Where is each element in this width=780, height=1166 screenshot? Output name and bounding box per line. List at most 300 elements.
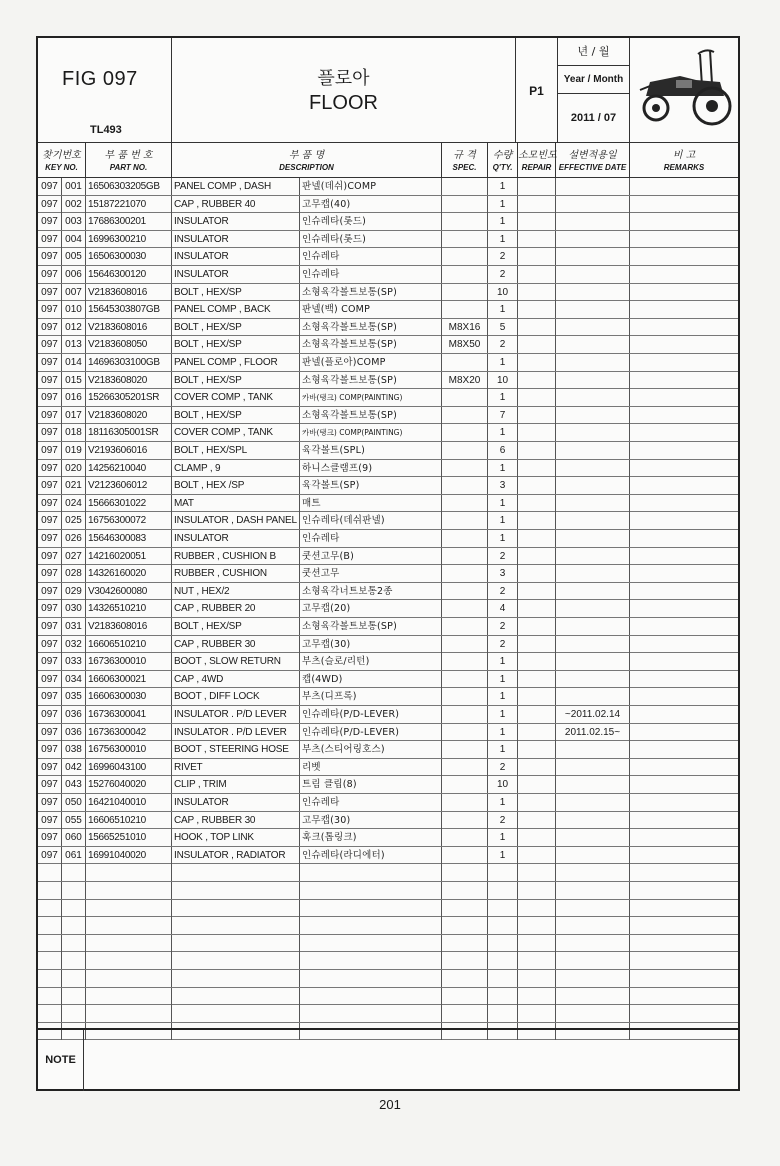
cell-qty — [488, 970, 518, 987]
cell-part: 16991040020 — [86, 847, 172, 864]
cell-key: 033 — [62, 653, 86, 670]
cell-qty — [488, 917, 518, 934]
cell-qty: 10 — [488, 372, 518, 389]
table-row — [38, 812, 738, 830]
cell-repair — [518, 882, 556, 899]
cell-key: 061 — [62, 847, 86, 864]
blank-table-row — [38, 935, 738, 953]
cell-fig: 097 — [38, 618, 62, 635]
table-row — [38, 530, 738, 548]
cell-date — [556, 988, 630, 1005]
cell-date — [556, 319, 630, 336]
cell-qty: 1 — [488, 706, 518, 723]
cell-repair — [518, 900, 556, 917]
cell-fig — [38, 1005, 62, 1022]
cell-repair — [518, 372, 556, 389]
cell-qty: 10 — [488, 284, 518, 301]
cell-qty: 1 — [488, 389, 518, 406]
cell-qty — [488, 988, 518, 1005]
cell-part: 16756300010 — [86, 741, 172, 758]
cell-key: 005 — [62, 248, 86, 265]
blank-table-row — [38, 882, 738, 900]
cell-desc-ko: 하니스클램프(9) — [300, 460, 442, 477]
cell-remarks — [630, 847, 738, 864]
cell-desc-ko — [300, 917, 442, 934]
cell-remarks — [630, 776, 738, 793]
cell-date — [556, 847, 630, 864]
cell-remarks — [630, 530, 738, 547]
cell-fig: 097 — [38, 389, 62, 406]
cell-remarks — [630, 389, 738, 406]
cell-remarks — [630, 231, 738, 248]
cell-desc-ko: 판넬(백) COMP — [300, 301, 442, 318]
cell-spec — [442, 389, 488, 406]
cell-part: 16996043100 — [86, 759, 172, 776]
cell-desc-en: RIVET — [172, 759, 300, 776]
table-row — [38, 301, 738, 319]
cell-desc-en: RUBBER , CUSHION — [172, 565, 300, 582]
cell-desc-ko — [300, 882, 442, 899]
cell-fig: 097 — [38, 636, 62, 653]
cell-date — [556, 759, 630, 776]
cell-remarks — [630, 213, 738, 230]
cell-repair — [518, 284, 556, 301]
cell-part: 15646300120 — [86, 266, 172, 283]
cell-date — [556, 618, 630, 635]
cell-qty: 1 — [488, 741, 518, 758]
cell-part: 15645303807GB — [86, 301, 172, 318]
header-part-no: 부 품 번 호 PART NO. — [86, 143, 172, 179]
cell-desc-ko: 캡(4WD) — [300, 671, 442, 688]
cell-desc-ko — [300, 970, 442, 987]
cell-fig: 097 — [38, 565, 62, 582]
cell-desc-ko — [300, 900, 442, 917]
cell-repair — [518, 266, 556, 283]
cell-key: 043 — [62, 776, 86, 793]
cell-repair — [518, 248, 556, 265]
cell-qty: 1 — [488, 460, 518, 477]
cell-qty: 2 — [488, 548, 518, 565]
cell-qty: 1 — [488, 301, 518, 318]
cell-key — [62, 900, 86, 917]
cell-date — [556, 970, 630, 987]
cell-part: V2193606016 — [86, 442, 172, 459]
cell-date — [556, 776, 630, 793]
cell-spec — [442, 477, 488, 494]
cell-desc-ko: 카바(탱크) COMP(PAINTING) — [300, 424, 442, 441]
parts-list-sheet — [36, 36, 740, 1091]
cell-fig: 097 — [38, 442, 62, 459]
cell-part: 16606300021 — [86, 671, 172, 688]
table-row — [38, 636, 738, 654]
table-row — [38, 724, 738, 742]
cell-fig: 097 — [38, 424, 62, 441]
cell-date — [556, 336, 630, 353]
cell-desc-en: BOOT , DIFF LOCK — [172, 688, 300, 705]
cell-qty: 2 — [488, 336, 518, 353]
page-code: P1 — [529, 84, 544, 98]
cell-desc-en — [172, 864, 300, 881]
cell-date — [556, 407, 630, 424]
cell-spec — [442, 178, 488, 195]
table-row — [38, 196, 738, 214]
cell-remarks — [630, 741, 738, 758]
cell-key: 014 — [62, 354, 86, 371]
cell-key: 034 — [62, 671, 86, 688]
cell-fig — [38, 917, 62, 934]
cell-repair — [518, 354, 556, 371]
cell-spec — [442, 882, 488, 899]
cell-fig: 097 — [38, 495, 62, 512]
cell-date — [556, 882, 630, 899]
cell-desc-ko — [300, 988, 442, 1005]
cell-date — [556, 354, 630, 371]
cell-date — [556, 477, 630, 494]
cell-desc-ko — [300, 1005, 442, 1022]
cell-fig — [38, 864, 62, 881]
cell-fig: 097 — [38, 548, 62, 565]
cell-key — [62, 1005, 86, 1022]
cell-repair — [518, 495, 556, 512]
cell-repair — [518, 512, 556, 529]
cell-desc-en: INSULATOR — [172, 794, 300, 811]
cell-remarks — [630, 336, 738, 353]
cell-date — [556, 248, 630, 265]
cell-spec — [442, 618, 488, 635]
cell-qty: 1 — [488, 213, 518, 230]
cell-key — [62, 988, 86, 1005]
cell-key: 019 — [62, 442, 86, 459]
cell-key — [62, 935, 86, 952]
date-label-korean: 년 / 월 — [558, 38, 629, 66]
cell-part — [86, 970, 172, 987]
table-row — [38, 477, 738, 495]
cell-fig: 097 — [38, 759, 62, 776]
header-remarks: 비 고 REMARKS — [663, 150, 705, 172]
cell-spec — [442, 970, 488, 987]
cell-part — [86, 935, 172, 952]
cell-repair — [518, 178, 556, 195]
cell-key: 012 — [62, 319, 86, 336]
cell-remarks — [630, 759, 738, 776]
cell-desc-en: COVER COMP , TANK — [172, 424, 300, 441]
cell-spec — [442, 1005, 488, 1022]
cell-desc-ko: 소형육각볼트보통(SP) — [300, 336, 442, 353]
table-row — [38, 776, 738, 794]
cell-qty: 1 — [488, 829, 518, 846]
cell-desc-ko: 고무캡(30) — [300, 812, 442, 829]
header-description: 부 품 명 DESCRIPTION — [172, 143, 442, 179]
cell-remarks — [630, 970, 738, 987]
cell-fig: 097 — [38, 196, 62, 213]
cell-spec — [442, 671, 488, 688]
table-row — [38, 759, 738, 777]
cell-desc-en: BOLT , HEX/SP — [172, 336, 300, 353]
table-row — [38, 319, 738, 337]
cell-qty — [488, 900, 518, 917]
cell-key: 024 — [62, 495, 86, 512]
cell-date — [556, 389, 630, 406]
cell-desc-ko: 부츠(디프록) — [300, 688, 442, 705]
cell-remarks — [630, 724, 738, 741]
cell-date — [556, 688, 630, 705]
cell-qty: 10 — [488, 776, 518, 793]
table-row — [38, 583, 738, 601]
cell-desc-ko: 판넬(플로아)COMP — [300, 354, 442, 371]
cell-remarks — [630, 424, 738, 441]
cell-date — [556, 213, 630, 230]
cell-key: 018 — [62, 424, 86, 441]
cell-repair — [518, 231, 556, 248]
table-row — [38, 600, 738, 618]
cell-repair — [518, 688, 556, 705]
cell-key: 021 — [62, 477, 86, 494]
cell-desc-ko: 고무캡(20) — [300, 600, 442, 617]
cell-fig: 097 — [38, 354, 62, 371]
cell-desc-ko: 부츠(스티어링호스) — [300, 741, 442, 758]
cell-desc-en: INSULATOR , DASH PANEL — [172, 512, 300, 529]
cell-remarks — [630, 618, 738, 635]
cell-spec — [442, 829, 488, 846]
table-row — [38, 407, 738, 425]
cell-remarks — [630, 864, 738, 881]
cell-qty: 1 — [488, 530, 518, 547]
cell-date — [556, 917, 630, 934]
cell-part — [86, 1005, 172, 1022]
cell-remarks — [630, 900, 738, 917]
cell-repair — [518, 671, 556, 688]
cell-part — [86, 864, 172, 881]
cell-part: 14256210040 — [86, 460, 172, 477]
cell-spec — [442, 248, 488, 265]
cell-key: 004 — [62, 231, 86, 248]
cell-spec — [442, 917, 488, 934]
cell-key — [62, 882, 86, 899]
cell-desc-ko: 소형육각볼트보통(SP) — [300, 319, 442, 336]
cell-desc-ko — [300, 935, 442, 952]
blank-table-row — [38, 952, 738, 970]
cell-spec — [442, 196, 488, 213]
cell-key — [62, 970, 86, 987]
cell-spec — [442, 741, 488, 758]
cell-desc-ko: 소형육각볼트보통(SP) — [300, 372, 442, 389]
cell-repair — [518, 706, 556, 723]
header-effective-date: 설변적용일 EFFECTIVE DATE — [556, 143, 630, 179]
cell-repair — [518, 794, 556, 811]
cell-spec — [442, 636, 488, 653]
blank-table-row — [38, 988, 738, 1006]
cell-qty: 2 — [488, 248, 518, 265]
cell-fig: 097 — [38, 266, 62, 283]
cell-repair — [518, 319, 556, 336]
cell-desc-ko: 인슈레타(P/D-LEVER) — [300, 724, 442, 741]
table-row — [38, 460, 738, 478]
cell-key — [62, 952, 86, 969]
cell-spec — [442, 548, 488, 565]
table-row — [38, 653, 738, 671]
cell-remarks — [630, 442, 738, 459]
header-repair: 소모빈도 REPAIR — [518, 143, 556, 179]
blank-table-row — [38, 1005, 738, 1023]
cell-repair — [518, 618, 556, 635]
blank-table-row — [38, 970, 738, 988]
cell-date — [556, 372, 630, 389]
cell-desc-en: BOOT , SLOW RETURN — [172, 653, 300, 670]
cell-date — [556, 495, 630, 512]
cell-desc-en: BOLT , HEX/SP — [172, 372, 300, 389]
cell-key: 042 — [62, 759, 86, 776]
cell-spec — [442, 653, 488, 670]
cell-desc-en: CLIP , TRIM — [172, 776, 300, 793]
cell-spec — [442, 407, 488, 424]
cell-remarks — [630, 1005, 738, 1022]
cell-remarks — [630, 829, 738, 846]
cell-remarks — [630, 248, 738, 265]
cell-date — [556, 301, 630, 318]
cell-fig: 097 — [38, 530, 62, 547]
table-row — [38, 847, 738, 865]
cell-part — [86, 952, 172, 969]
cell-qty: 2 — [488, 636, 518, 653]
cell-key: 026 — [62, 530, 86, 547]
cell-fig: 097 — [38, 671, 62, 688]
cell-fig: 097 — [38, 600, 62, 617]
cell-spec — [442, 460, 488, 477]
blank-table-row — [38, 900, 738, 918]
cell-desc-ko: 카바(탱크) COMP(PAINTING) — [300, 389, 442, 406]
cell-desc-ko: 육각볼트(SP) — [300, 477, 442, 494]
cell-key: 006 — [62, 266, 86, 283]
table-row — [38, 512, 738, 530]
cell-part: V2183608016 — [86, 618, 172, 635]
cell-fig: 097 — [38, 741, 62, 758]
cell-qty: 1 — [488, 231, 518, 248]
cell-repair — [518, 970, 556, 987]
cell-spec — [442, 935, 488, 952]
cell-desc-en: NUT , HEX/2 — [172, 583, 300, 600]
cell-fig: 097 — [38, 847, 62, 864]
table-row — [38, 284, 738, 302]
cell-remarks — [630, 671, 738, 688]
cell-spec — [442, 565, 488, 582]
cell-spec — [442, 794, 488, 811]
cell-desc-en: CAP , RUBBER 20 — [172, 600, 300, 617]
cell-desc-ko: 육각볼트(SPL) — [300, 442, 442, 459]
cell-desc-en: INSULATOR , RADIATOR — [172, 847, 300, 864]
cell-key: 020 — [62, 460, 86, 477]
cell-key: 029 — [62, 583, 86, 600]
table-row — [38, 548, 738, 566]
cell-desc-en: INSULATOR . P/D LEVER — [172, 706, 300, 723]
cell-desc-en — [172, 917, 300, 934]
cell-date — [556, 442, 630, 459]
cell-remarks — [630, 512, 738, 529]
cell-spec — [442, 952, 488, 969]
cell-key: 010 — [62, 301, 86, 318]
cell-remarks — [630, 812, 738, 829]
cell-spec — [442, 495, 488, 512]
cell-part: 15187221070 — [86, 196, 172, 213]
cell-spec — [442, 688, 488, 705]
cell-date — [556, 583, 630, 600]
cell-repair — [518, 460, 556, 477]
cell-date — [556, 600, 630, 617]
cell-date — [556, 900, 630, 917]
cell-part: V3042600080 — [86, 583, 172, 600]
cell-remarks — [630, 407, 738, 424]
cell-desc-ko: 소형육각너트보통2종 — [300, 583, 442, 600]
cell-part: 14696303100GB — [86, 354, 172, 371]
cell-qty: 3 — [488, 565, 518, 582]
cell-qty: 2 — [488, 266, 518, 283]
cell-desc-en — [172, 952, 300, 969]
cell-desc-en: CAP , RUBBER 30 — [172, 636, 300, 653]
cell-key: 055 — [62, 812, 86, 829]
cell-date — [556, 178, 630, 195]
cell-desc-en: CAP , RUBBER 40 — [172, 196, 300, 213]
cell-repair — [518, 442, 556, 459]
cell-date — [556, 424, 630, 441]
cell-date — [556, 952, 630, 969]
title-korean: 플로아 — [317, 68, 370, 89]
cell-qty: 1 — [488, 424, 518, 441]
cell-repair — [518, 864, 556, 881]
table-row — [38, 178, 738, 196]
cell-date — [556, 565, 630, 582]
cell-fig: 097 — [38, 812, 62, 829]
cell-desc-ko: 쿳션고무 — [300, 565, 442, 582]
cell-fig: 097 — [38, 319, 62, 336]
table-row — [38, 372, 738, 390]
cell-spec — [442, 900, 488, 917]
cell-key: 002 — [62, 196, 86, 213]
cell-remarks — [630, 284, 738, 301]
cell-date — [556, 935, 630, 952]
cell-qty: 1 — [488, 724, 518, 741]
cell-remarks — [630, 952, 738, 969]
cell-desc-ko: 인슈레타 — [300, 248, 442, 265]
cell-key: 016 — [62, 389, 86, 406]
cell-date: ~2011.02.14 — [556, 706, 630, 723]
cell-key: 025 — [62, 512, 86, 529]
cell-desc-ko: 트림 클립(8) — [300, 776, 442, 793]
cell-remarks — [630, 301, 738, 318]
cell-desc-ko: 인슈레타(롯드) — [300, 231, 442, 248]
table-row — [38, 231, 738, 249]
cell-repair — [518, 988, 556, 1005]
cell-part: V2183608020 — [86, 407, 172, 424]
cell-spec — [442, 354, 488, 371]
cell-key — [62, 917, 86, 934]
cell-spec — [442, 724, 488, 741]
cell-date — [556, 653, 630, 670]
figure-code: FIG 097 — [62, 68, 138, 90]
cell-repair — [518, 812, 556, 829]
cell-part — [86, 900, 172, 917]
cell-spec — [442, 442, 488, 459]
note-label: NOTE — [38, 1030, 84, 1091]
cell-qty: 1 — [488, 653, 518, 670]
cell-key: 015 — [62, 372, 86, 389]
cell-remarks — [630, 548, 738, 565]
cell-desc-ko — [300, 952, 442, 969]
cell-fig: 097 — [38, 653, 62, 670]
cell-remarks — [630, 196, 738, 213]
cell-repair — [518, 759, 556, 776]
cell-desc-en: PANEL COMP , DASH — [172, 178, 300, 195]
tractor-icon — [636, 46, 732, 134]
table-row — [38, 741, 738, 759]
